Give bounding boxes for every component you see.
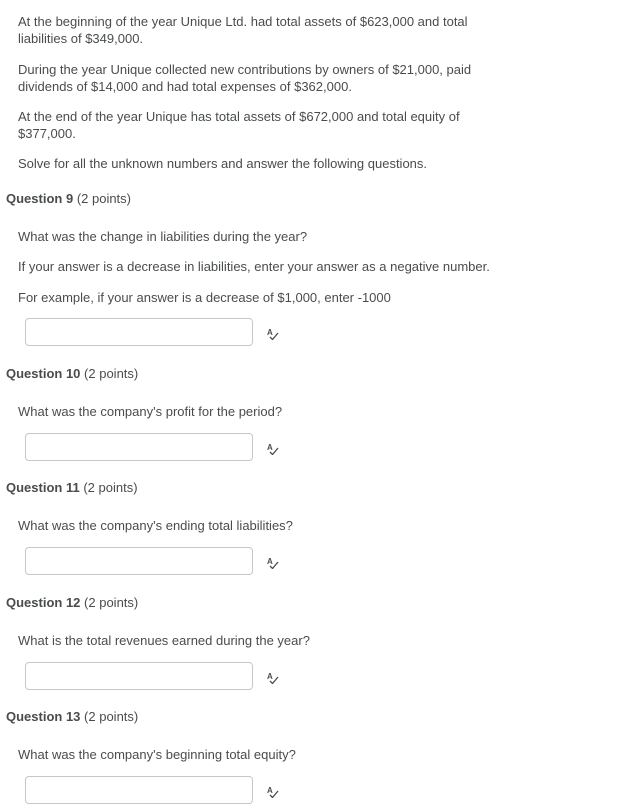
question-points: (2 points) <box>84 595 139 610</box>
question-points: (2 points) <box>76 191 132 206</box>
intro-paragraph-2: During the year Unique collected new contributions by owners of $21,000, paid dividends of $14,000 and had total expenses of $362,000. <box>18 62 472 94</box>
intro-paragraph-3: At the end of the year Unique has total assets of $672,000 and total equity of $377,000. <box>18 109 460 141</box>
svg-text:A: A <box>267 443 273 452</box>
question-10-title <box>6 365 138 382</box>
question-10-answer-input[interactable] <box>25 433 253 461</box>
svg-text:A: A <box>267 786 273 795</box>
question-9-text-3: For example, if your answer is a decrease of $1,000, enter -1000 <box>18 290 391 305</box>
spellcheck-icon[interactable] <box>266 327 279 340</box>
question-9-text-1: What was the change in liabilities during the year? <box>18 229 308 244</box>
question-9-text-2: If your answer is a decrease in liabilities, enter your answer as a negative number. <box>18 259 490 274</box>
spellcheck-icon[interactable] <box>266 785 279 798</box>
question-number: Question 10 <box>6 366 81 381</box>
question-12-title <box>6 594 138 611</box>
question-number: Question 9 <box>6 191 74 206</box>
question-number: Question 13 <box>6 709 81 724</box>
svg-text:A: A <box>267 557 273 566</box>
question-number: Question 11 <box>6 480 80 495</box>
spellcheck-icon[interactable] <box>266 556 279 569</box>
question-13-title <box>6 708 138 725</box>
question-10-text: What was the company's profit for the period? <box>18 404 283 419</box>
svg-text:A: A <box>267 328 273 337</box>
question-12-text: What is the total revenues earned during the year? <box>18 633 310 648</box>
question-11-text: What was the company's ending total liabilities? <box>18 518 293 533</box>
question-13-text: What was the company's beginning total equity? <box>18 747 296 762</box>
spellcheck-icon[interactable] <box>266 442 279 455</box>
spellcheck-icon[interactable] <box>266 671 279 684</box>
intro-paragraph-1: At the beginning of the year Unique Ltd. had total assets of $623,000 and total liabilities of $349,000. <box>18 14 468 46</box>
svg-text:A: A <box>267 672 273 681</box>
question-9-title <box>6 190 131 207</box>
question-points: (2 points) <box>83 480 138 495</box>
question-points: (2 points) <box>84 366 139 381</box>
intro-paragraph-4: Solve for all the unknown numbers and answer the following questions. <box>18 156 428 171</box>
question-11-answer-input[interactable] <box>25 547 253 575</box>
question-number: Question 12 <box>6 595 81 610</box>
question-9-answer-input[interactable] <box>25 318 253 346</box>
question-11-title <box>6 479 138 496</box>
question-points: (2 points) <box>84 709 139 724</box>
question-13-answer-input[interactable] <box>25 776 253 804</box>
question-12-answer-input[interactable] <box>25 662 253 690</box>
